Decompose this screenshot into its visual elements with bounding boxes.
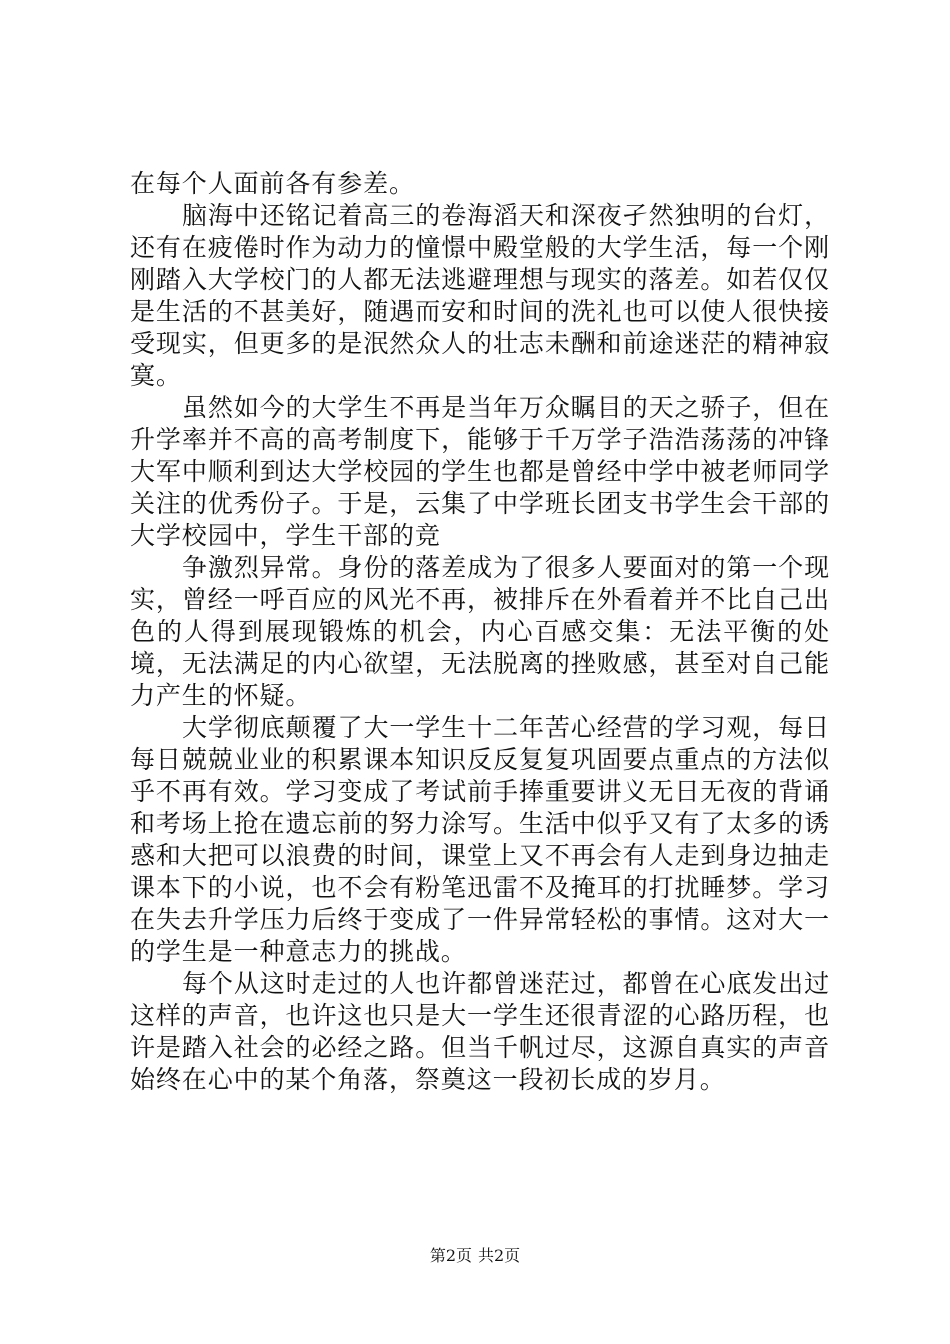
document-body	[130, 168, 830, 1096]
paragraph: 争激烈异常。身份的落差成为了很多人要面对的第一个现实，曾经一呼百应的风光不再，被排斥在外看着并不比自己出色的人得到展现锻炼的机会，内心百感交集：无法平衡的处境，无法满足的内心欲望，无法脱离的挫败感，甚至对自己能力产生的怀疑。	[130, 553, 830, 710]
paragraph-continuation: 在每个人面前各有参差。	[130, 169, 415, 198]
paragraph: 大学彻底颠覆了大一学生十二年苦心经营的学习观，每日每日兢兢业业的积累课本知识反反复复巩固要点重点的方法似乎不再有效。学习变成了考试前手捧重要讲义无日无夜的背诵和考场上抢在遗忘前的努力涂写。生活中似乎又有了太多的诱惑和大把可以浪费的时间，课堂上又不再会有人走到身边抽走课本下的小说，也不会有粉笔迅雷不及掩耳的打扰睡梦。学习在失去升学压力后终于变成了一件异常轻松的事情。这对大一的学生是一种意志力的挑战。	[130, 713, 830, 966]
paragraph: 虽然如今的大学生不再是当年万众瞩目的天之骄子，但在升学率并不高的高考制度下，能够于千万学子浩浩荡荡的冲锋大军中顺利到达大学校园的学生也都是曾经中学中被老师同学关注的优秀份子。于是，云集了中学班长团支书学生会干部的大学校园中，学生干部的竞	[130, 393, 830, 550]
paragraph: 每个从这时走过的人也许都曾迷茫过，都曾在心底发出过这样的声音，也许这也只是大一学生还很青涩的心路历程，也许是踏入社会的必经之路。但当千帆过尽，这源自真实的声音始终在心中的某个角落，祭奠这一段初长成的岁月。	[130, 969, 830, 1094]
paragraph: 脑海中还铭记着高三的卷海滔天和深夜孑然独明的台灯，还有在疲倦时作为动力的憧憬中殿堂般的大学生活，每一个刚刚踏入大学校门的人都无法逃避理想与现实的落差。如若仅仅是生活的不甚美好，随遇而安和时间的洗礼也可以使人很快接受现实，但更多的是泯然众人的壮志未酬和前途迷茫的精神寂寞。	[130, 201, 830, 390]
page-footer	[0, 1243, 950, 1266]
page-total: 共2页	[478, 1246, 521, 1265]
page-number: 第2页	[429, 1246, 472, 1265]
